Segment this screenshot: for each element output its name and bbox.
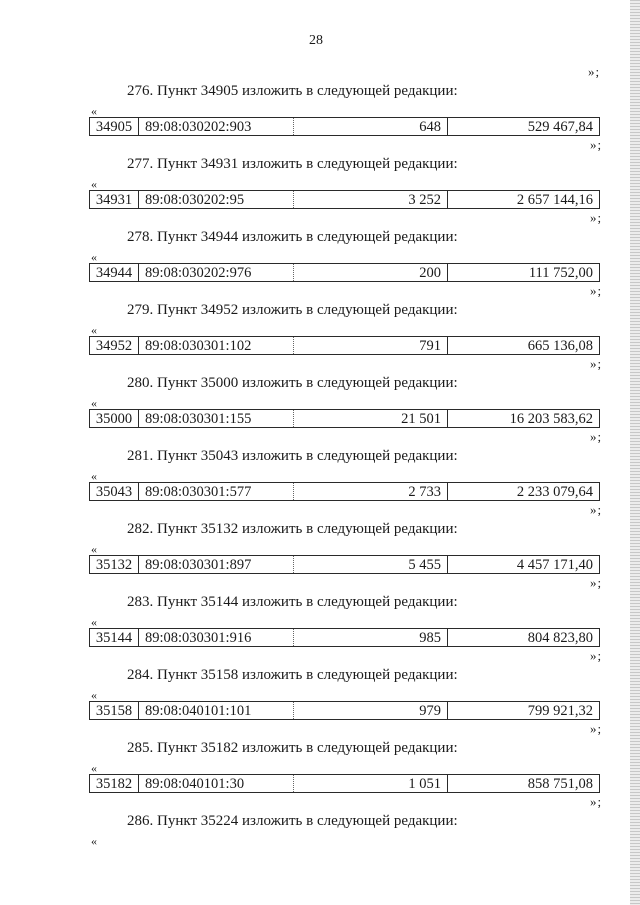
- area-cell: 5 455: [294, 556, 448, 573]
- row-number-cell: 34944: [90, 264, 139, 281]
- close-quote: »;: [590, 283, 603, 298]
- open-quote: «: [91, 688, 97, 702]
- cadastral-number-cell: 89:08:030301:577: [139, 483, 294, 500]
- open-quote: «: [91, 469, 97, 483]
- cadastral-cost-cell: 529 467,84: [527, 119, 593, 135]
- amendment-clause: 282. Пункт 35132 изложить в следующей редакции:: [127, 521, 458, 537]
- table-row: [89, 628, 600, 647]
- row-number-cell: 34905: [90, 118, 139, 135]
- cadastral-number-cell: 89:08:030301:916: [139, 629, 294, 646]
- row-number-cell: 34931: [90, 191, 139, 208]
- cadastral-cost-cell: 16 203 583,62: [509, 411, 593, 427]
- table-row: [89, 190, 600, 209]
- cadastral-cost-cell: 858 751,08: [527, 776, 593, 792]
- amendment-clause: 281. Пункт 35043 изложить в следующей редакции:: [127, 448, 458, 464]
- open-quote: «: [91, 323, 97, 337]
- cadastral-cost-cell: 4 457 171,40: [516, 557, 593, 573]
- row-number-cell: 35158: [90, 702, 139, 719]
- area-cell: 979: [294, 702, 448, 719]
- cadastral-number-cell: 89:08:040101:101: [139, 702, 294, 719]
- open-quote: «: [91, 542, 97, 556]
- cadastral-cost-cell: 2 233 079,64: [516, 484, 593, 500]
- open-quote: «: [91, 104, 97, 118]
- close-quote: »;: [590, 648, 603, 663]
- open-quote: «: [91, 615, 97, 629]
- area-cell: 791: [294, 337, 448, 354]
- close-quote: »;: [590, 356, 603, 371]
- area-cell: 21 501: [294, 410, 448, 427]
- cadastral-number-cell: 89:08:030202:976: [139, 264, 294, 281]
- amendment-clause: 280. Пункт 35000 изложить в следующей редакции:: [127, 375, 458, 391]
- area-cell: 985: [294, 629, 448, 646]
- amendment-clause: 283. Пункт 35144 изложить в следующей редакции:: [127, 594, 458, 610]
- table-row: [89, 701, 600, 720]
- close-quote: »;: [590, 210, 603, 225]
- close-quote: »;: [590, 794, 603, 809]
- cadastral-number-cell: 89:08:030202:903: [139, 118, 294, 135]
- area-cell: 1 051: [294, 775, 448, 792]
- row-number-cell: 35043: [90, 483, 139, 500]
- amendment-clause: 279. Пункт 34952 изложить в следующей редакции:: [127, 302, 458, 318]
- row-number-cell: 35182: [90, 775, 139, 792]
- area-cell: 648: [294, 118, 448, 135]
- cadastral-cost-cell: 665 136,08: [527, 338, 593, 354]
- cadastral-number-cell: 89:08:030301:155: [139, 410, 294, 427]
- table-row: [89, 409, 600, 428]
- leading-close-quote: »;: [588, 64, 601, 79]
- cadastral-cost-cell: 111 752,00: [528, 265, 593, 281]
- cadastral-cost-cell: 2 657 144,16: [516, 192, 593, 208]
- open-quote: «: [91, 250, 97, 264]
- cadastral-number-cell: 89:08:030301:897: [139, 556, 294, 573]
- table-row: [89, 774, 600, 793]
- close-quote: »;: [590, 502, 603, 517]
- table-row: [89, 336, 600, 355]
- row-number-cell: 34952: [90, 337, 139, 354]
- table-row: [89, 555, 600, 574]
- close-quote: »;: [590, 137, 603, 152]
- cadastral-cost-cell: 804 823,80: [527, 630, 593, 646]
- page-number: 28: [309, 33, 323, 48]
- amendment-clause: 286. Пункт 35224 изложить в следующей редакции:: [127, 813, 458, 829]
- open-quote: «: [91, 177, 97, 191]
- amendment-clause: 278. Пункт 34944 изложить в следующей редакции:: [127, 229, 458, 245]
- area-cell: 2 733: [294, 483, 448, 500]
- row-number-cell: 35144: [90, 629, 139, 646]
- open-quote: «: [91, 834, 97, 848]
- close-quote: »;: [590, 429, 603, 444]
- amendment-clause: 284. Пункт 35158 изложить в следующей редакции:: [127, 667, 458, 683]
- cadastral-number-cell: 89:08:030301:102: [139, 337, 294, 354]
- cadastral-cost-cell: 799 921,32: [527, 703, 593, 719]
- close-quote: »;: [590, 575, 603, 590]
- table-row: [89, 482, 600, 501]
- open-quote: «: [91, 761, 97, 775]
- area-cell: 200: [294, 264, 448, 281]
- open-quote: «: [91, 396, 97, 410]
- row-number-cell: 35000: [90, 410, 139, 427]
- cadastral-number-cell: 89:08:040101:30: [139, 775, 294, 792]
- amendment-clause: 276. Пункт 34905 изложить в следующей редакции:: [127, 83, 458, 99]
- scan-edge: [630, 0, 640, 905]
- amendment-clause: 277. Пункт 34931 изложить в следующей редакции:: [127, 156, 458, 172]
- amendment-clause: 285. Пункт 35182 изложить в следующей редакции:: [127, 740, 458, 756]
- table-row: [89, 117, 600, 136]
- area-cell: 3 252: [294, 191, 448, 208]
- cadastral-number-cell: 89:08:030202:95: [139, 191, 294, 208]
- close-quote: »;: [590, 721, 603, 736]
- table-row: [89, 263, 600, 282]
- row-number-cell: 35132: [90, 556, 139, 573]
